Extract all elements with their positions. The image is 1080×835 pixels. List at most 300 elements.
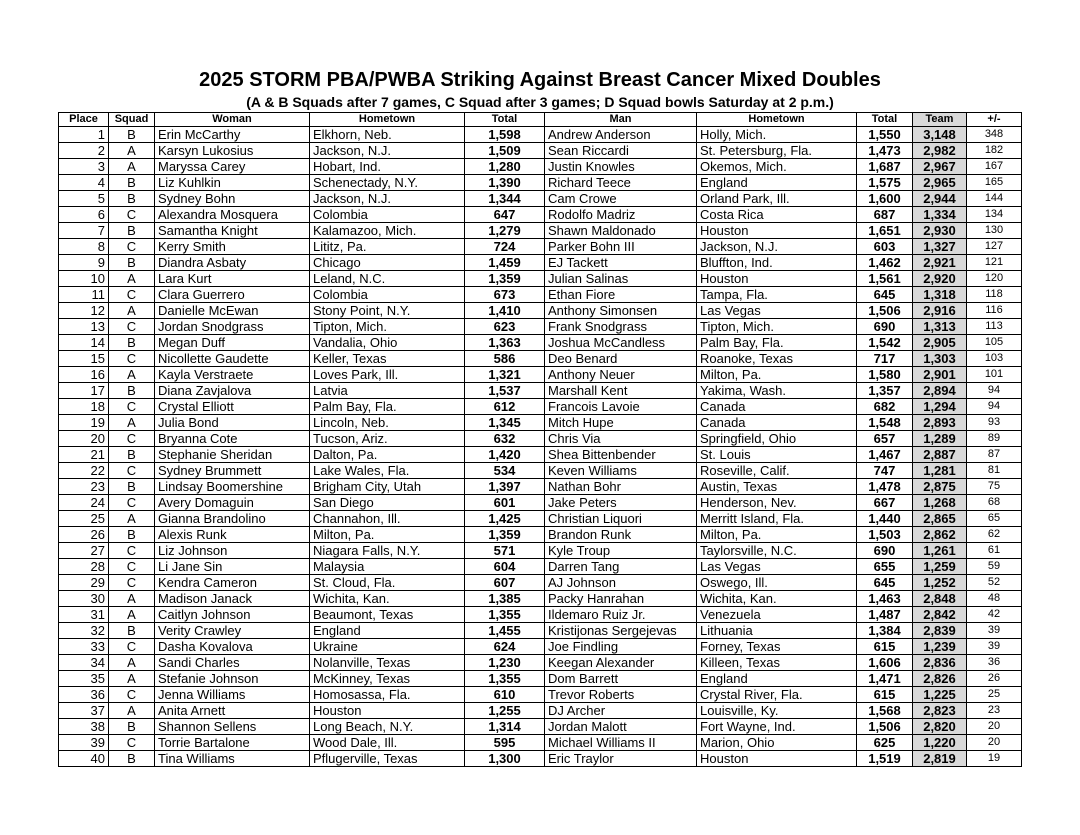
woman-name-cell: Stephanie Sheridan xyxy=(155,447,310,463)
team-total-cell: 1,289 xyxy=(913,431,967,447)
table-row xyxy=(59,367,1022,383)
woman-hometown-cell: Elkhorn, Neb. xyxy=(310,127,465,143)
page-subtitle: (A & B Squads after 7 games, C Squad after 3 games; D Squad bowls Saturday at 2 p.m.) xyxy=(246,94,834,110)
plus-minus-cell: 23 xyxy=(967,703,1022,719)
woman-name-cell: Jordan Snodgrass xyxy=(155,319,310,335)
table-header-row xyxy=(59,113,1022,127)
squad-cell: B xyxy=(109,527,155,543)
team-total-cell: 1,225 xyxy=(913,687,967,703)
man-total-cell: 1,473 xyxy=(857,143,913,159)
man-name-cell: Darren Tang xyxy=(545,559,697,575)
man-hometown-cell: Costa Rica xyxy=(697,207,857,223)
place-cell: 1 xyxy=(59,127,109,143)
header-woman-hometown: Hometown xyxy=(310,113,465,127)
man-name-cell: Keegan Alexander xyxy=(545,655,697,671)
team-total-cell: 2,865 xyxy=(913,511,967,527)
plus-minus-cell: 182 xyxy=(967,143,1022,159)
table-row xyxy=(59,447,1022,463)
team-total-cell: 1,259 xyxy=(913,559,967,575)
table-row xyxy=(59,463,1022,479)
place-cell: 22 xyxy=(59,463,109,479)
plus-minus-cell: 105 xyxy=(967,335,1022,351)
woman-name-cell: Torrie Bartalone xyxy=(155,735,310,751)
man-name-cell: Frank Snodgrass xyxy=(545,319,697,335)
man-total-cell: 625 xyxy=(857,735,913,751)
woman-name-cell: Jenna Williams xyxy=(155,687,310,703)
woman-name-cell: Alexandra Mosquera xyxy=(155,207,310,223)
man-hometown-cell: Las Vegas xyxy=(697,303,857,319)
woman-total-cell: 1,255 xyxy=(465,703,545,719)
team-total-cell: 2,894 xyxy=(913,383,967,399)
squad-cell: B xyxy=(109,191,155,207)
man-hometown-cell: Okemos, Mich. xyxy=(697,159,857,175)
man-hometown-cell: Springfield, Ohio xyxy=(697,431,857,447)
team-total-cell: 2,887 xyxy=(913,447,967,463)
man-total-cell: 1,440 xyxy=(857,511,913,527)
woman-hometown-cell: Latvia xyxy=(310,383,465,399)
woman-name-cell: Megan Duff xyxy=(155,335,310,351)
table-row xyxy=(59,319,1022,335)
woman-name-cell: Kerry Smith xyxy=(155,239,310,255)
place-cell: 13 xyxy=(59,319,109,335)
man-name-cell: Sean Riccardi xyxy=(545,143,697,159)
woman-hometown-cell: Wood Dale, Ill. xyxy=(310,735,465,751)
woman-hometown-cell: Lititz, Pa. xyxy=(310,239,465,255)
plus-minus-cell: 94 xyxy=(967,383,1022,399)
woman-hometown-cell: Niagara Falls, N.Y. xyxy=(310,543,465,559)
man-name-cell: Packy Hanrahan xyxy=(545,591,697,607)
woman-total-cell: 1,385 xyxy=(465,591,545,607)
place-cell: 10 xyxy=(59,271,109,287)
table-row xyxy=(59,735,1022,751)
woman-total-cell: 724 xyxy=(465,239,545,255)
team-total-cell: 1,327 xyxy=(913,239,967,255)
woman-hometown-cell: Tipton, Mich. xyxy=(310,319,465,335)
place-cell: 23 xyxy=(59,479,109,495)
woman-hometown-cell: Lake Wales, Fla. xyxy=(310,463,465,479)
team-total-cell: 2,839 xyxy=(913,623,967,639)
man-name-cell: Justin Knowles xyxy=(545,159,697,175)
team-total-cell: 1,220 xyxy=(913,735,967,751)
plus-minus-cell: 130 xyxy=(967,223,1022,239)
woman-total-cell: 1,420 xyxy=(465,447,545,463)
table-row xyxy=(59,703,1022,719)
table-row xyxy=(59,655,1022,671)
team-total-cell: 1,281 xyxy=(913,463,967,479)
place-cell: 32 xyxy=(59,623,109,639)
header-plus-minus: +/- xyxy=(967,113,1022,127)
woman-name-cell: Erin McCarthy xyxy=(155,127,310,143)
man-hometown-cell: Tipton, Mich. xyxy=(697,319,857,335)
table-row xyxy=(59,159,1022,175)
woman-total-cell: 632 xyxy=(465,431,545,447)
woman-name-cell: Crystal Elliott xyxy=(155,399,310,415)
man-name-cell: Kristijonas Sergejevas xyxy=(545,623,697,639)
table-row xyxy=(59,351,1022,367)
man-name-cell: Kyle Troup xyxy=(545,543,697,559)
woman-name-cell: Clara Guerrero xyxy=(155,287,310,303)
man-hometown-cell: Henderson, Nev. xyxy=(697,495,857,511)
squad-cell: A xyxy=(109,143,155,159)
man-total-cell: 1,575 xyxy=(857,175,913,191)
table-row xyxy=(59,255,1022,271)
table-row xyxy=(59,623,1022,639)
team-total-cell: 2,823 xyxy=(913,703,967,719)
man-name-cell: Joshua McCandless xyxy=(545,335,697,351)
man-name-cell: Trevor Roberts xyxy=(545,687,697,703)
table-row xyxy=(59,143,1022,159)
man-total-cell: 667 xyxy=(857,495,913,511)
plus-minus-cell: 36 xyxy=(967,655,1022,671)
man-hometown-cell: Milton, Pa. xyxy=(697,527,857,543)
team-total-cell: 2,905 xyxy=(913,335,967,351)
woman-total-cell: 624 xyxy=(465,639,545,655)
plus-minus-cell: 19 xyxy=(967,751,1022,767)
squad-cell: C xyxy=(109,463,155,479)
man-name-cell: Anthony Neuer xyxy=(545,367,697,383)
table-row xyxy=(59,511,1022,527)
man-total-cell: 687 xyxy=(857,207,913,223)
man-hometown-cell: Jackson, N.J. xyxy=(697,239,857,255)
woman-name-cell: Stefanie Johnson xyxy=(155,671,310,687)
woman-name-cell: Madison Janack xyxy=(155,591,310,607)
woman-hometown-cell: Channahon, Ill. xyxy=(310,511,465,527)
squad-cell: B xyxy=(109,383,155,399)
plus-minus-cell: 94 xyxy=(967,399,1022,415)
squad-cell: C xyxy=(109,639,155,655)
man-hometown-cell: Marion, Ohio xyxy=(697,735,857,751)
plus-minus-cell: 39 xyxy=(967,623,1022,639)
plus-minus-cell: 165 xyxy=(967,175,1022,191)
plus-minus-cell: 89 xyxy=(967,431,1022,447)
squad-cell: A xyxy=(109,367,155,383)
man-total-cell: 690 xyxy=(857,543,913,559)
woman-hometown-cell: Wichita, Kan. xyxy=(310,591,465,607)
squad-cell: B xyxy=(109,255,155,271)
man-total-cell: 682 xyxy=(857,399,913,415)
squad-cell: B xyxy=(109,223,155,239)
woman-hometown-cell: Pflugerville, Texas xyxy=(310,751,465,767)
man-total-cell: 1,580 xyxy=(857,367,913,383)
woman-total-cell: 604 xyxy=(465,559,545,575)
man-name-cell: Ethan Fiore xyxy=(545,287,697,303)
woman-total-cell: 1,509 xyxy=(465,143,545,159)
table-row xyxy=(59,207,1022,223)
woman-total-cell: 1,321 xyxy=(465,367,545,383)
table-row xyxy=(59,335,1022,351)
plus-minus-cell: 59 xyxy=(967,559,1022,575)
plus-minus-cell: 167 xyxy=(967,159,1022,175)
man-total-cell: 1,606 xyxy=(857,655,913,671)
place-cell: 29 xyxy=(59,575,109,591)
squad-cell: C xyxy=(109,239,155,255)
team-total-cell: 1,252 xyxy=(913,575,967,591)
table-row xyxy=(59,671,1022,687)
man-hometown-cell: Roseville, Calif. xyxy=(697,463,857,479)
man-hometown-cell: Austin, Texas xyxy=(697,479,857,495)
man-total-cell: 615 xyxy=(857,687,913,703)
place-cell: 39 xyxy=(59,735,109,751)
squad-cell: C xyxy=(109,431,155,447)
plus-minus-cell: 75 xyxy=(967,479,1022,495)
man-total-cell: 690 xyxy=(857,319,913,335)
woman-name-cell: Danielle McEwan xyxy=(155,303,310,319)
plus-minus-cell: 68 xyxy=(967,495,1022,511)
woman-hometown-cell: Vandalia, Ohio xyxy=(310,335,465,351)
page-title: 2025 STORM PBA/PWBA Striking Against Breast Cancer Mixed Doubles xyxy=(199,69,881,91)
place-cell: 15 xyxy=(59,351,109,367)
table-row xyxy=(59,543,1022,559)
team-total-cell: 2,930 xyxy=(913,223,967,239)
woman-total-cell: 1,598 xyxy=(465,127,545,143)
woman-hometown-cell: Long Beach, N.Y. xyxy=(310,719,465,735)
man-hometown-cell: Las Vegas xyxy=(697,559,857,575)
man-name-cell: Deo Benard xyxy=(545,351,697,367)
team-total-cell: 1,268 xyxy=(913,495,967,511)
plus-minus-cell: 103 xyxy=(967,351,1022,367)
place-cell: 12 xyxy=(59,303,109,319)
man-name-cell: Keven Williams xyxy=(545,463,697,479)
woman-total-cell: 571 xyxy=(465,543,545,559)
man-hometown-cell: Canada xyxy=(697,415,857,431)
squad-cell: A xyxy=(109,607,155,623)
woman-name-cell: Caitlyn Johnson xyxy=(155,607,310,623)
man-total-cell: 1,506 xyxy=(857,303,913,319)
team-total-cell: 2,901 xyxy=(913,367,967,383)
man-hometown-cell: Houston xyxy=(697,271,857,287)
woman-total-cell: 1,425 xyxy=(465,511,545,527)
team-total-cell: 2,875 xyxy=(913,479,967,495)
woman-total-cell: 1,279 xyxy=(465,223,545,239)
man-hometown-cell: Houston xyxy=(697,223,857,239)
squad-cell: B xyxy=(109,751,155,767)
woman-hometown-cell: Keller, Texas xyxy=(310,351,465,367)
table-row xyxy=(59,431,1022,447)
man-name-cell: Julian Salinas xyxy=(545,271,697,287)
squad-cell: B xyxy=(109,719,155,735)
table-row xyxy=(59,527,1022,543)
squad-cell: B xyxy=(109,335,155,351)
table-row xyxy=(59,223,1022,239)
place-cell: 8 xyxy=(59,239,109,255)
table-row xyxy=(59,575,1022,591)
woman-total-cell: 534 xyxy=(465,463,545,479)
woman-total-cell: 647 xyxy=(465,207,545,223)
man-hometown-cell: Orland Park, Ill. xyxy=(697,191,857,207)
woman-total-cell: 1,363 xyxy=(465,335,545,351)
woman-hometown-cell: Stony Point, N.Y. xyxy=(310,303,465,319)
woman-hometown-cell: Lincoln, Neb. xyxy=(310,415,465,431)
woman-hometown-cell: Milton, Pa. xyxy=(310,527,465,543)
team-total-cell: 1,313 xyxy=(913,319,967,335)
man-name-cell: Christian Liquori xyxy=(545,511,697,527)
man-hometown-cell: Bluffton, Ind. xyxy=(697,255,857,271)
man-hometown-cell: Tampa, Fla. xyxy=(697,287,857,303)
team-total-cell: 2,848 xyxy=(913,591,967,607)
squad-cell: A xyxy=(109,415,155,431)
woman-name-cell: Julia Bond xyxy=(155,415,310,431)
man-total-cell: 1,506 xyxy=(857,719,913,735)
squad-cell: B xyxy=(109,127,155,143)
table-row xyxy=(59,751,1022,767)
header-place: Place xyxy=(59,113,109,127)
man-hometown-cell: England xyxy=(697,175,857,191)
woman-hometown-cell: San Diego xyxy=(310,495,465,511)
woman-name-cell: Nicollette Gaudette xyxy=(155,351,310,367)
man-name-cell: Shea Bittenbender xyxy=(545,447,697,463)
woman-name-cell: Karsyn Lukosius xyxy=(155,143,310,159)
man-total-cell: 1,467 xyxy=(857,447,913,463)
woman-name-cell: Sandi Charles xyxy=(155,655,310,671)
woman-hometown-cell: Malaysia xyxy=(310,559,465,575)
squad-cell: A xyxy=(109,591,155,607)
team-total-cell: 2,982 xyxy=(913,143,967,159)
man-hometown-cell: Palm Bay, Fla. xyxy=(697,335,857,351)
woman-name-cell: Liz Kuhlkin xyxy=(155,175,310,191)
man-name-cell: Jordan Malott xyxy=(545,719,697,735)
man-name-cell: Mitch Hupe xyxy=(545,415,697,431)
man-hometown-cell: Killeen, Texas xyxy=(697,655,857,671)
woman-hometown-cell: Loves Park, Ill. xyxy=(310,367,465,383)
place-cell: 5 xyxy=(59,191,109,207)
team-total-cell: 1,294 xyxy=(913,399,967,415)
header-team: Team xyxy=(913,113,967,127)
man-total-cell: 1,503 xyxy=(857,527,913,543)
woman-hometown-cell: Schenectady, N.Y. xyxy=(310,175,465,191)
team-total-cell: 2,826 xyxy=(913,671,967,687)
team-total-cell: 2,967 xyxy=(913,159,967,175)
man-name-cell: Marshall Kent xyxy=(545,383,697,399)
place-cell: 38 xyxy=(59,719,109,735)
woman-hometown-cell: Colombia xyxy=(310,287,465,303)
woman-total-cell: 1,300 xyxy=(465,751,545,767)
woman-name-cell: Sydney Bohn xyxy=(155,191,310,207)
squad-cell: B xyxy=(109,447,155,463)
plus-minus-cell: 93 xyxy=(967,415,1022,431)
man-total-cell: 603 xyxy=(857,239,913,255)
table-row xyxy=(59,175,1022,191)
header-squad: Squad xyxy=(109,113,155,127)
man-hometown-cell: Wichita, Kan. xyxy=(697,591,857,607)
man-name-cell: Eric Traylor xyxy=(545,751,697,767)
man-name-cell: Cam Crowe xyxy=(545,191,697,207)
man-total-cell: 1,357 xyxy=(857,383,913,399)
table-row xyxy=(59,303,1022,319)
woman-hometown-cell: Ukraine xyxy=(310,639,465,655)
squad-cell: A xyxy=(109,655,155,671)
man-name-cell: EJ Tackett xyxy=(545,255,697,271)
table-row xyxy=(59,399,1022,415)
woman-name-cell: Liz Johnson xyxy=(155,543,310,559)
woman-total-cell: 1,359 xyxy=(465,271,545,287)
woman-name-cell: Li Jane Sin xyxy=(155,559,310,575)
woman-total-cell: 1,455 xyxy=(465,623,545,639)
header-man-hometown: Hometown xyxy=(697,113,857,127)
plus-minus-cell: 20 xyxy=(967,735,1022,751)
standings-table xyxy=(58,112,1022,767)
man-total-cell: 657 xyxy=(857,431,913,447)
plus-minus-cell: 127 xyxy=(967,239,1022,255)
plus-minus-cell: 121 xyxy=(967,255,1022,271)
plus-minus-cell: 134 xyxy=(967,207,1022,223)
table-row xyxy=(59,719,1022,735)
man-name-cell: Richard Teece xyxy=(545,175,697,191)
squad-cell: C xyxy=(109,495,155,511)
table-row xyxy=(59,495,1022,511)
man-hometown-cell: Merritt Island, Fla. xyxy=(697,511,857,527)
man-total-cell: 1,471 xyxy=(857,671,913,687)
woman-name-cell: Maryssa Carey xyxy=(155,159,310,175)
woman-name-cell: Diandra Asbaty xyxy=(155,255,310,271)
squad-cell: C xyxy=(109,735,155,751)
place-cell: 40 xyxy=(59,751,109,767)
man-name-cell: Dom Barrett xyxy=(545,671,697,687)
squad-cell: A xyxy=(109,511,155,527)
man-hometown-cell: Forney, Texas xyxy=(697,639,857,655)
woman-name-cell: Verity Crawley xyxy=(155,623,310,639)
table-row xyxy=(59,383,1022,399)
squad-cell: A xyxy=(109,703,155,719)
place-cell: 34 xyxy=(59,655,109,671)
man-name-cell: Joe Findling xyxy=(545,639,697,655)
place-cell: 35 xyxy=(59,671,109,687)
woman-hometown-cell: England xyxy=(310,623,465,639)
man-name-cell: Rodolfo Madriz xyxy=(545,207,697,223)
plus-minus-cell: 52 xyxy=(967,575,1022,591)
plus-minus-cell: 81 xyxy=(967,463,1022,479)
place-cell: 31 xyxy=(59,607,109,623)
man-total-cell: 1,651 xyxy=(857,223,913,239)
table-row xyxy=(59,639,1022,655)
woman-total-cell: 673 xyxy=(465,287,545,303)
man-name-cell: AJ Johnson xyxy=(545,575,697,591)
man-name-cell: Shawn Maldonado xyxy=(545,223,697,239)
plus-minus-cell: 25 xyxy=(967,687,1022,703)
header-man-total: Total xyxy=(857,113,913,127)
man-total-cell: 1,548 xyxy=(857,415,913,431)
woman-hometown-cell: Kalamazoo, Mich. xyxy=(310,223,465,239)
man-hometown-cell: St. Louis xyxy=(697,447,857,463)
place-cell: 21 xyxy=(59,447,109,463)
squad-cell: A xyxy=(109,303,155,319)
table-row xyxy=(59,591,1022,607)
woman-total-cell: 607 xyxy=(465,575,545,591)
plus-minus-cell: 113 xyxy=(967,319,1022,335)
squad-cell: B xyxy=(109,479,155,495)
woman-total-cell: 1,537 xyxy=(465,383,545,399)
woman-name-cell: Bryanna Cote xyxy=(155,431,310,447)
squad-cell: A xyxy=(109,271,155,287)
woman-total-cell: 1,390 xyxy=(465,175,545,191)
man-name-cell: Andrew Anderson xyxy=(545,127,697,143)
man-hometown-cell: Crystal River, Fla. xyxy=(697,687,857,703)
team-total-cell: 1,303 xyxy=(913,351,967,367)
man-name-cell: Jake Peters xyxy=(545,495,697,511)
plus-minus-cell: 65 xyxy=(967,511,1022,527)
squad-cell: C xyxy=(109,687,155,703)
team-total-cell: 2,921 xyxy=(913,255,967,271)
team-total-cell: 2,893 xyxy=(913,415,967,431)
woman-total-cell: 586 xyxy=(465,351,545,367)
man-total-cell: 1,542 xyxy=(857,335,913,351)
man-total-cell: 645 xyxy=(857,575,913,591)
woman-hometown-cell: Nolanville, Texas xyxy=(310,655,465,671)
man-hometown-cell: Fort Wayne, Ind. xyxy=(697,719,857,735)
man-total-cell: 615 xyxy=(857,639,913,655)
man-total-cell: 655 xyxy=(857,559,913,575)
place-cell: 9 xyxy=(59,255,109,271)
woman-hometown-cell: Jackson, N.J. xyxy=(310,143,465,159)
